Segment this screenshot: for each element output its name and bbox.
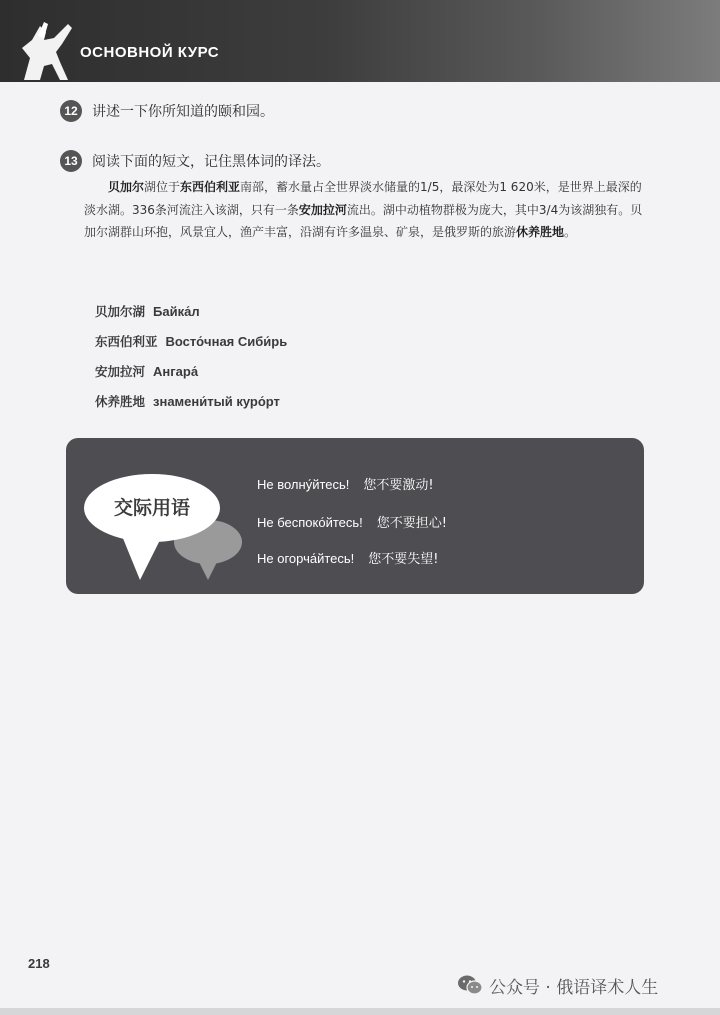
vocab-item [95,302,200,320]
vocab-ru: Восто́чная Сиби́рь [165,334,288,349]
phrase-ru: Не огорча́йтесь! [257,551,355,566]
exercise-12-instruction: 讲述一下你所知道的颐和园。 [92,104,274,120]
vocab-item [95,392,280,410]
vocab-zh: 东西伯利亚 [95,334,158,349]
vocab-ru: знамени́тый куро́рт [153,394,280,409]
passage-text: 。 [564,225,577,239]
watermark-text: 公众号 · 俄语译术人生 [489,977,659,998]
vocab-zh: 贝加尔湖 [95,304,146,319]
vocab-zh: 休养胜地 [95,394,146,409]
passage-text: 湖位于 [144,180,181,194]
passage-text: 南部，蓄水量占全世界淡水储量的1/5，最深处为1 620米，是世界上最深的淡水湖。336条河流注入该湖，只有一条 [84,180,642,217]
exercise-13-instruction: 阅读下面的短文，记住黑体词的译法。 [92,154,330,170]
passage-bold-east-siberia: 东西伯利亚 [180,180,241,194]
speech-bubble-icon [70,468,260,588]
header-band [0,0,720,82]
passage-bold-resort: 休养胜地 [516,225,565,239]
vocab-item [95,362,198,380]
horse-rider-icon [10,18,80,82]
header-title: ОСНОВНОЙ КУРС [80,44,220,61]
phrase-item [257,548,439,567]
phrase-item [257,474,434,493]
vocab-ru: Ангара́ [153,364,199,379]
phrase-ru: Не беспоко́йтесь! [257,515,363,530]
page-number: 218 [28,956,50,971]
phrase-box-title: 交际用语 [113,497,190,519]
passage-text: 流出。湖中动植物群极为庞大，其中3/4为该湖独有。贝加尔湖群山环抱，风景宜人，渔产丰富，沿湖有许多温泉、矿泉，是俄罗斯的旅游 [84,202,643,239]
baikal-passage [84,176,644,244]
exercise-13-badge: 13 [60,150,82,172]
exercise-12-badge: 12 [60,100,82,122]
page-bottom-edge [0,1008,720,1015]
phrase-zh: 您不要失望! [368,552,439,567]
passage-bold-angara: 安加拉河 [298,202,347,217]
phrase-item [257,512,447,531]
vocab-zh: 安加拉河 [95,364,146,379]
phrase-ru: Не волну́йтесь! [257,477,350,492]
vocab-item [95,332,287,350]
watermark [457,973,658,997]
phrase-zh: 您不要担心! [376,516,447,531]
passage-bold-baikal: 贝加尔 [108,180,145,194]
phrase-zh: 您不要激动! [363,478,434,493]
wechat-icon [457,974,483,996]
vocab-ru: Байка́л [153,304,200,319]
